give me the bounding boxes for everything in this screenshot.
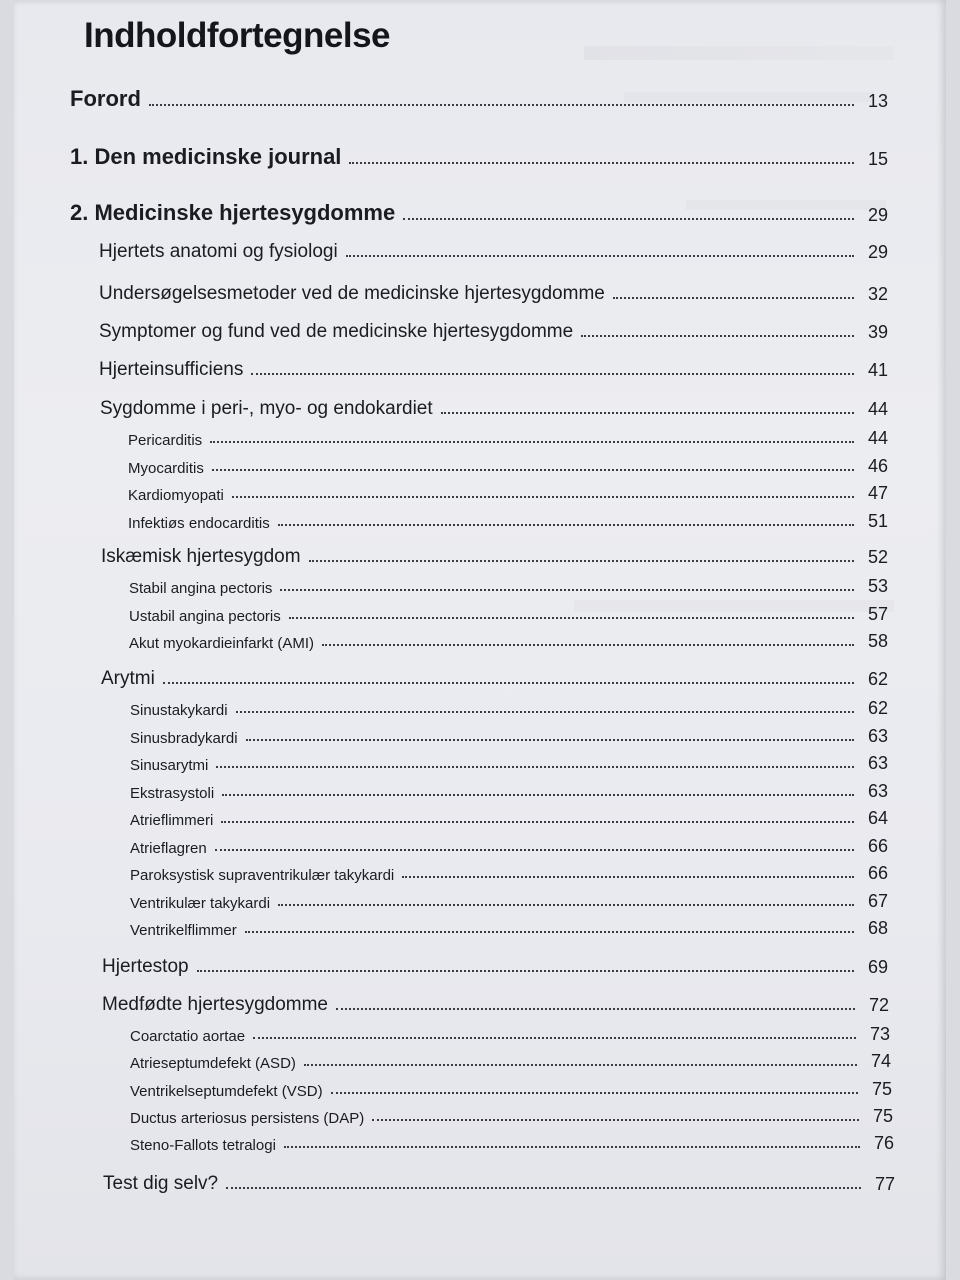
dot-leader <box>236 711 854 713</box>
toc-entry-medf-dte-hjertesygdomme <box>102 994 889 1016</box>
toc-entry-label: Ductus arteriosus persistens (DAP) <box>130 1110 365 1127</box>
toc-entry-ventrikelseptumdefekt-vsd <box>130 1079 892 1100</box>
toc-entry-symptomer-og-fund-ved-de-medicinske-hjertesygdomme <box>99 321 888 343</box>
toc-entry-sinusarytmi <box>130 753 888 774</box>
toc-entry-label: Ventrikulær takykardi <box>130 895 271 912</box>
toc-entry-page-number: 44 <box>867 399 888 419</box>
dot-leader <box>278 904 854 906</box>
toc-entry-steno-fallots-tetralogi <box>130 1133 894 1154</box>
toc-entry-label: Sinusarytmi <box>130 757 209 774</box>
toc-entry-atrieflimmeri <box>130 808 888 829</box>
toc-entry-label: Ventrikelflimmer <box>130 922 237 939</box>
dot-leader <box>246 739 854 741</box>
toc-entry-page-number: 63 <box>867 753 888 773</box>
dot-leader <box>253 1037 856 1039</box>
toc-entry-sygdomme-i-peri-myo-og-endokardiet <box>100 398 888 420</box>
dot-leader <box>210 441 854 443</box>
toc-entry-page-number: 29 <box>867 205 888 225</box>
dot-leader <box>280 589 854 591</box>
toc-entry-label: Undersøgelsesmetoder ved de medicinske hjertesygdomme <box>99 283 605 304</box>
toc-entry-sinusbradykardi <box>130 726 888 747</box>
toc-entry-page-number: 41 <box>867 360 888 380</box>
dot-leader <box>197 970 854 972</box>
toc-entry-page-number: 47 <box>867 483 888 503</box>
toc-entry-page-number: 44 <box>867 428 888 448</box>
toc-entry-label: Hjertestop <box>102 956 189 977</box>
toc-entry-label: Sinustakykardi <box>130 702 228 719</box>
toc-entry-label: Atrieflimmeri <box>130 812 214 829</box>
toc-entry-unders-gelsesmetoder-ved-de-medicinske-hjertesygdomme <box>99 283 888 305</box>
toc-entry-ventrikelflimmer <box>130 918 888 939</box>
toc-entry-page-number: 58 <box>867 631 888 651</box>
dot-leader <box>245 931 854 933</box>
toc-entry-page-number: 63 <box>867 781 888 801</box>
toc-entry-label: 2. Medicinske hjertesygdomme <box>70 200 396 225</box>
dot-leader <box>346 255 854 257</box>
toc-entry-atrieflagren <box>130 836 888 857</box>
dot-leader <box>232 496 854 498</box>
toc-entry-label: Akut myokardieinfarkt (AMI) <box>129 635 315 652</box>
toc-entry-page-number: 75 <box>871 1079 892 1099</box>
toc-entry-page-number: 39 <box>867 322 888 342</box>
toc-entry-forord <box>70 86 888 112</box>
toc-entry-page-number: 67 <box>867 891 888 911</box>
toc-entry-hjerteinsufficiens <box>99 359 888 381</box>
toc-entry-page-number: 32 <box>867 284 888 304</box>
toc-entry-page-number: 66 <box>867 863 888 883</box>
dot-leader <box>613 297 854 299</box>
dot-leader <box>349 162 854 164</box>
toc-entry-label: Sinusbradykardi <box>130 730 238 747</box>
toc-entry-2-medicinske-hjertesygdomme <box>70 200 888 226</box>
page-title: Indholdfortegnelse <box>84 16 390 55</box>
dot-leader <box>441 412 854 414</box>
toc-entry-page-number: 15 <box>867 149 888 169</box>
toc-entry-label: Hjertets anatomi og fysiologi <box>99 241 338 262</box>
toc-entry-label: Ventrikelseptumdefekt (VSD) <box>130 1083 323 1100</box>
toc-entry-akut-myokardieinfarkt-ami <box>129 631 888 652</box>
toc-entry-page-number: 73 <box>869 1024 890 1044</box>
dot-leader <box>251 373 854 375</box>
dot-leader <box>336 1008 855 1010</box>
dot-leader <box>221 821 854 823</box>
toc-entry-label: Medfødte hjertesygdomme <box>102 994 328 1015</box>
toc-entry-page-number: 66 <box>867 836 888 856</box>
toc-entry-label: Symptomer og fund ved de medicinske hjertesygdomme <box>99 321 574 342</box>
toc-entry-paroksystisk-supraventrikul-r-takykardi <box>130 863 888 884</box>
dot-leader <box>289 617 854 619</box>
dot-leader <box>278 524 854 526</box>
toc-entry-label: Infektiøs endocarditis <box>128 515 270 532</box>
toc-entry-label: Arytmi <box>101 668 155 689</box>
toc-entry-ustabil-angina-pectoris <box>129 604 888 625</box>
dot-leader <box>403 218 854 220</box>
dot-leader <box>581 335 854 337</box>
dot-leader <box>322 644 854 646</box>
toc-entry-ekstrasystoli <box>130 781 888 802</box>
toc-entry-page-number: 75 <box>872 1106 893 1126</box>
toc-entry-label: Sygdomme i peri-, myo- og endokardiet <box>100 398 433 419</box>
toc-entry-page-number: 46 <box>867 456 888 476</box>
toc-entry-label: Ekstrasystoli <box>130 785 215 802</box>
dot-leader <box>212 469 854 471</box>
toc-entry-label: Atrieflagren <box>130 840 207 857</box>
dot-leader <box>331 1092 858 1094</box>
toc-entry-label: Test dig selv? <box>103 1173 219 1194</box>
dot-leader <box>149 104 854 106</box>
dot-leader <box>372 1119 859 1121</box>
dot-leader <box>309 560 854 562</box>
toc-entry-page-number: 52 <box>867 547 888 567</box>
toc-entry-label: 1. Den medicinske journal <box>70 144 342 169</box>
toc-entry-label: Myocarditis <box>128 460 204 477</box>
toc-entry-label: Ustabil angina pectoris <box>129 608 281 625</box>
toc-entry-isk-misk-hjertesygdom <box>101 546 888 568</box>
toc-entry-myocarditis <box>128 456 888 477</box>
toc-entry-page-number: 72 <box>868 995 889 1015</box>
toc-entry-test-dig-selv <box>103 1173 895 1195</box>
toc-entry-coarctatio-aortae <box>130 1024 890 1045</box>
toc-entry-label: Stabil angina pectoris <box>129 580 273 597</box>
dot-leader <box>284 1146 860 1148</box>
toc-entry-kardiomyopati <box>128 483 888 504</box>
toc-entry-label: Hjerteinsufficiens <box>99 359 244 380</box>
toc-entry-label: Coarctatio aortae <box>130 1028 246 1045</box>
dot-leader <box>402 876 854 878</box>
toc-entry-page-number: 74 <box>870 1051 891 1071</box>
toc-entry-stabil-angina-pectoris <box>129 576 888 597</box>
toc-entry-page-number: 76 <box>873 1133 894 1153</box>
dot-leader <box>222 794 854 796</box>
show-through-text <box>584 46 894 60</box>
toc-entry-page-number: 64 <box>867 808 888 828</box>
dot-leader <box>163 682 854 684</box>
toc-entry-label: Atrieseptumdefekt (ASD) <box>130 1055 296 1072</box>
toc-entry-page-number: 63 <box>867 726 888 746</box>
toc-entry-page-number: 53 <box>867 576 888 596</box>
dot-leader <box>216 766 854 768</box>
toc-entry-page-number: 62 <box>867 669 888 689</box>
toc-entry-page-number: 62 <box>867 698 888 718</box>
toc-entry-1-den-medicinske-journal <box>70 144 888 170</box>
dot-leader <box>226 1187 861 1189</box>
toc-entry-label: Forord <box>70 86 141 111</box>
toc-entry-ventrikul-r-takykardi <box>130 891 888 912</box>
toc-entry-page-number: 57 <box>867 604 888 624</box>
toc-entry-label: Kardiomyopati <box>128 487 224 504</box>
toc-entry-page-number: 51 <box>867 511 888 531</box>
book-page <box>14 0 946 1280</box>
dot-leader <box>215 849 854 851</box>
toc-entry-hjertestop <box>102 956 888 978</box>
toc-entry-sinustakykardi <box>130 698 888 719</box>
toc-entry-pericarditis <box>128 428 888 449</box>
toc-entry-label: Iskæmisk hjertesygdom <box>101 546 301 567</box>
toc-entry-label: Pericarditis <box>128 432 203 449</box>
toc-entry-label: Paroksystisk supraventrikulær takykardi <box>130 867 395 884</box>
toc-entry-page-number: 69 <box>867 957 888 977</box>
dot-leader <box>304 1064 857 1066</box>
toc-entry-hjertets-anatomi-og-fysiologi <box>99 241 888 263</box>
toc-entry-atrieseptumdefekt-asd <box>130 1051 891 1072</box>
toc-entry-page-number: 77 <box>874 1174 895 1194</box>
toc-entry-arytmi <box>101 668 888 690</box>
toc-entry-page-number: 13 <box>867 91 888 111</box>
toc-entry-infekti-s-endocarditis <box>128 511 888 532</box>
toc-entry-label: Steno-Fallots tetralogi <box>130 1137 276 1154</box>
toc-entry-ductus-arteriosus-persistens-dap <box>130 1106 893 1127</box>
toc-entry-page-number: 68 <box>867 918 888 938</box>
toc-entry-page-number: 29 <box>867 242 888 262</box>
